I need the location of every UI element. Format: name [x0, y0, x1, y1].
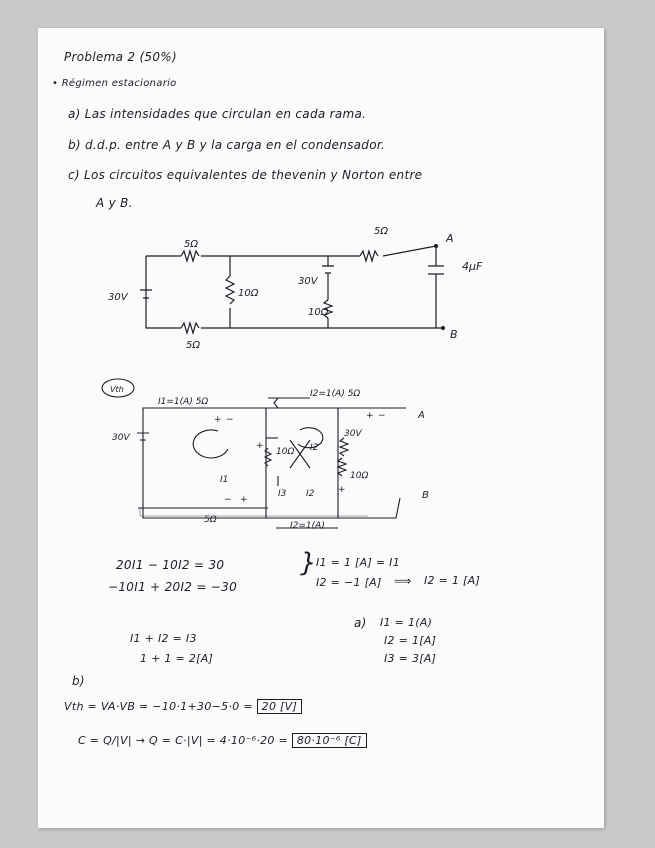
scanned-page [38, 28, 604, 828]
c1-r-right: 10Ω [308, 307, 329, 318]
res-i3: I3 = 3[A] [384, 652, 437, 665]
item-a: a) Las intensidades que circulan en cada rama. [68, 107, 367, 121]
sol-2: I2 = −1 [A] [316, 576, 382, 589]
c2-i2-label: I2 [306, 489, 315, 499]
c1-cap: 4μF [462, 260, 483, 273]
c2-i1-loop: I1 [220, 475, 229, 485]
charge-calc: → Q = C·|V| = 4·10⁻⁶·20 = [135, 734, 289, 747]
vab-text: Vth = VA·VB = −10·1+30−5·0 = [64, 700, 253, 713]
part-b-label: b) [72, 674, 85, 688]
c1-r-bottom: 5Ω [186, 340, 201, 351]
c2-plus-5: + [338, 485, 346, 495]
c2-i3: I3 [278, 489, 287, 499]
c2-minus-2: − [378, 411, 386, 421]
eq-1: 20I1 − 10I2 = 30 [116, 558, 225, 572]
c2-plus-2: + [366, 411, 374, 421]
c2-v-right: 30V [344, 429, 362, 439]
item-c-cont: A y B. [96, 196, 133, 210]
node-sum: 1 + 1 = 2[A] [140, 652, 214, 665]
c2-node-a: A [418, 410, 425, 421]
part-a-label: a) [354, 616, 367, 630]
charge-formula: C = Q/|V| [78, 734, 132, 747]
c2-r-right: 10Ω [350, 471, 369, 481]
c2-r-bottom: 5Ω [204, 515, 217, 525]
c2-i2-top: I2=1(A) 5Ω [310, 389, 361, 399]
c2-r-mid: 10Ω [276, 447, 295, 457]
node-b-dot [441, 326, 445, 330]
c2-plus-4: + [240, 495, 248, 505]
bullet-text: Régimen estacionario [61, 78, 177, 89]
c2-node-b: B [422, 490, 429, 501]
vab-result: 20 [V] [257, 699, 302, 714]
c1-node-b: B [450, 328, 458, 341]
item-c: c) Los circuitos equivalentes de thevenin y Norton entre [68, 168, 423, 182]
c2-plus-1: + [214, 415, 222, 425]
c1-v-mid: 30V [298, 276, 318, 287]
implies-arrow: ⟹ [394, 574, 412, 588]
node-eq: I1 + I2 = I3 [130, 632, 197, 645]
res-i2: I2 = 1[A] [384, 634, 437, 647]
c1-r-top-left: 5Ω [184, 239, 199, 250]
c2-tag: Vth [110, 385, 124, 394]
c2-v-left: 30V [112, 433, 130, 443]
charge-expression [78, 734, 367, 747]
bullet-dot: • [52, 78, 62, 89]
system-brace: } [300, 548, 317, 578]
sol-3: I2 = 1 [A] [424, 574, 481, 587]
c2-i2-loop: I2 [310, 443, 319, 453]
problem-title: Problema 2 (50%) [64, 50, 177, 64]
c2-minus-3: − [224, 495, 232, 505]
c2-plus-3: + [256, 441, 264, 451]
c2-minus-1: − [226, 415, 234, 425]
item-b: b) d.d.p. entre A y B y la carga en el condensador. [68, 138, 386, 152]
c2-i1-top: I1=1(A) 5Ω [158, 397, 209, 407]
c1-node-a: A [446, 232, 454, 245]
c1-r-top-right: 5Ω [374, 226, 389, 237]
res-i1: I1 = 1(A) [380, 616, 433, 629]
c1-v-left: 30V [108, 292, 128, 303]
eq-2: −10I1 + 20I2 = −30 [108, 580, 238, 594]
sol-1: I1 = 1 [A] = I1 [316, 556, 401, 569]
charge-result: 80·10⁻⁶ [C] [292, 733, 367, 748]
node-a-dot [434, 244, 438, 248]
c1-r-mid: 10Ω [238, 288, 259, 299]
c2-i2-bottom: I2=1(A) [290, 521, 325, 531]
vab-expression [64, 700, 302, 713]
